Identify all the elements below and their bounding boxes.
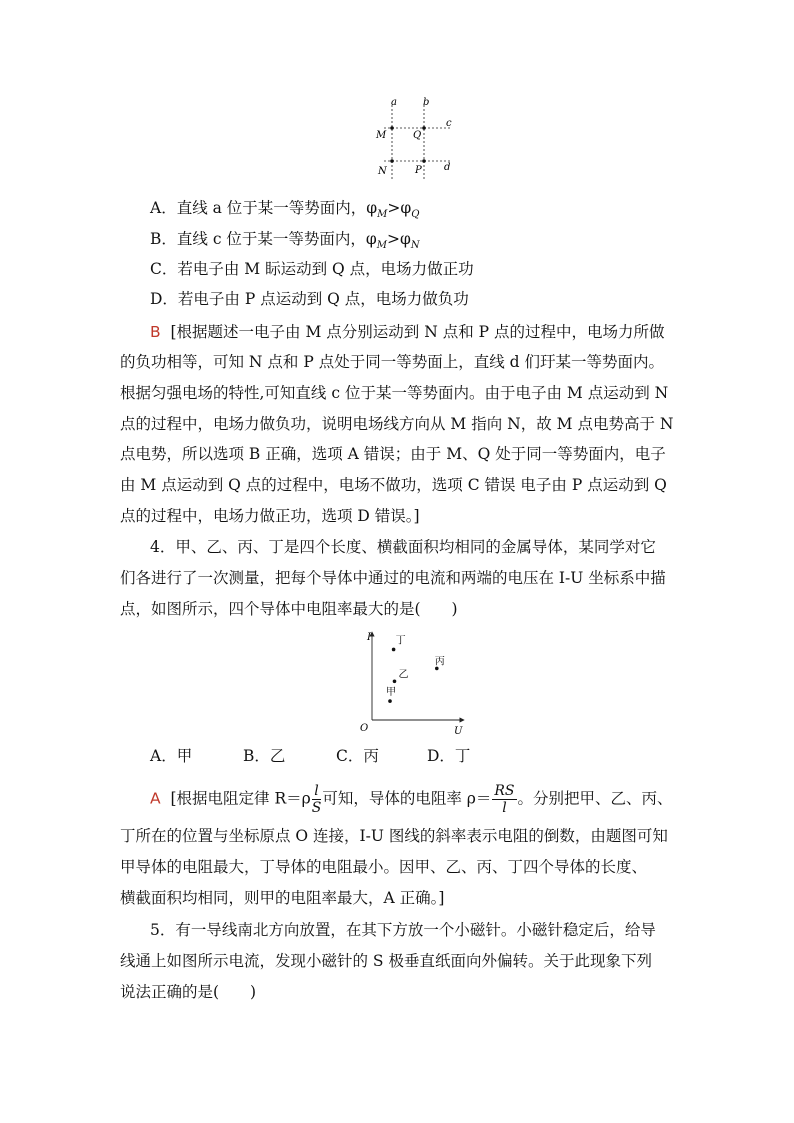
q3-option-d: D．若电子由 P 点运动到 Q 点，电场力做负功 <box>150 290 469 308</box>
data-point-label-3: 丁 <box>395 635 406 647</box>
iu-scatter-chart <box>355 628 470 738</box>
q3-explanation-line-1: B [根据题述一电子由 M 点分别运动到 N 点和 P 点的过程中，电场力所做 <box>150 323 665 341</box>
q3-explanation-line-5: 点电势，所以选项 B 正确，选项 A 错误；由于 M、Q 处于同一等势面内，电子 <box>120 445 666 463</box>
q3-answer-letter: B <box>150 323 161 341</box>
data-point-0 <box>388 699 392 703</box>
label-a: a <box>391 97 397 108</box>
q5-stem-line-2: 线通上如图所示电流，发现小磁针的 S 极垂直纸面向外偏转。关于此现象下列 <box>120 952 652 970</box>
q4-explanation-line-1: A [根据电阻定律 R＝ρ $\frac{l}{S}$ 可知，导体的电阻率 ρ＝ $\frac{RS}{l}$ 。分别把甲、乙、丙、 <box>150 783 673 816</box>
q3-explanation-line-2: 的负功相等，可知 N 点和 P 点处于同一等势面上，直线 d 们玗某一等势面内。 <box>120 353 664 371</box>
point-p <box>422 159 426 163</box>
label-c: c <box>446 118 452 129</box>
label-d: d <box>444 162 451 173</box>
q3-explanation-line-3: 根据匀强电场的特性,可知直线 c 位于某一等势面内。由于电子由 M 点运动到 N <box>120 384 669 402</box>
q4-option-b: B．乙 <box>243 747 286 765</box>
q4-stem-line-1: 4．甲、乙、丙、丁是四个长度、横截面积均相同的金属导体，某同学对它 <box>150 538 656 556</box>
axis-label-i: I <box>367 632 371 643</box>
fraction-l-over-s: $\frac{l}{S}$ <box>311 783 322 816</box>
data-point-label-1: 乙 <box>398 669 409 681</box>
q4-option-a: A．甲 <box>150 747 193 765</box>
q4-explanation-line-2: 丁所在的位置与坐标原点 O 连接，I-U 图线的斜率表示电阻的倒数，由题图可知 <box>120 827 668 845</box>
point-m <box>390 126 394 130</box>
q3-explanation-line-6: 由 M 点运动到 Q 点的过程中，电场不做功，选项 C 错误 电子由 P 点运动到 Q <box>120 476 667 494</box>
q4-explanation-line-4: 横截面积均相同，则甲的电阻率最大，A 正确。] <box>120 889 445 907</box>
q3-option-b: B．直线 c 位于某一等势面内，$\varphi_M>\varphi_N$ <box>150 230 420 252</box>
fraction-rs-over-l: $\frac{RS}{l}$ <box>494 783 515 816</box>
q4-option-d: D．丁 <box>427 747 471 765</box>
q5-stem-line-1: 5．有一导线南北方向放置，在其下方放一个小磁针。小磁针稳定后，给导 <box>150 921 656 939</box>
label-b: b <box>423 97 430 108</box>
data-point-3 <box>392 648 396 652</box>
point-n <box>390 159 394 163</box>
data-point-label-2: 丙 <box>434 656 445 668</box>
label-p: P <box>415 165 422 176</box>
data-point-1 <box>393 680 397 684</box>
q5-stem-line-3: 说法正确的是( ) <box>120 983 257 1001</box>
q4-stem-line-3: 点，如图所示，四个导体中电阻率最大的是( ) <box>120 600 458 618</box>
q4-answer-letter: A <box>150 789 161 808</box>
q3-explanation-line-4: 点的过程中，电场力做负功，说明电场线方向从 M 指向 N，故 M 点电势高于 N <box>120 415 674 433</box>
label-n: N <box>378 166 387 177</box>
q3-option-c: C．若电子由 M 眎运动到 Q 点，电场力做正功 <box>150 260 474 278</box>
axis-label-u: U <box>454 726 463 737</box>
label-m: M <box>376 130 387 141</box>
data-point-label-0: 甲 <box>386 687 396 699</box>
label-q: Q <box>413 130 422 141</box>
q4-stem-line-2: 们各进行了一次测量，把每个导体中通过的电流和两端的电压在 I-U 坐标系中描 <box>120 569 666 587</box>
origin-label: O <box>360 723 369 734</box>
q4-option-c: C．丙 <box>336 747 379 765</box>
point-q <box>422 126 426 130</box>
q3-option-a: A．直线 a 位于某一等势面内，$\varphi_M>\varphi_Q$ <box>150 199 420 221</box>
equipotential-figure <box>370 95 460 185</box>
q4-explanation-line-3: 甲导体的电阻最大，丁导体的电阻最小。因甲、乙、丙、丁四个导体的长度、 <box>120 858 648 876</box>
q3-explanation-line-7: 点的过程中，电场力做正功，选项 D 错误。] <box>120 507 420 525</box>
